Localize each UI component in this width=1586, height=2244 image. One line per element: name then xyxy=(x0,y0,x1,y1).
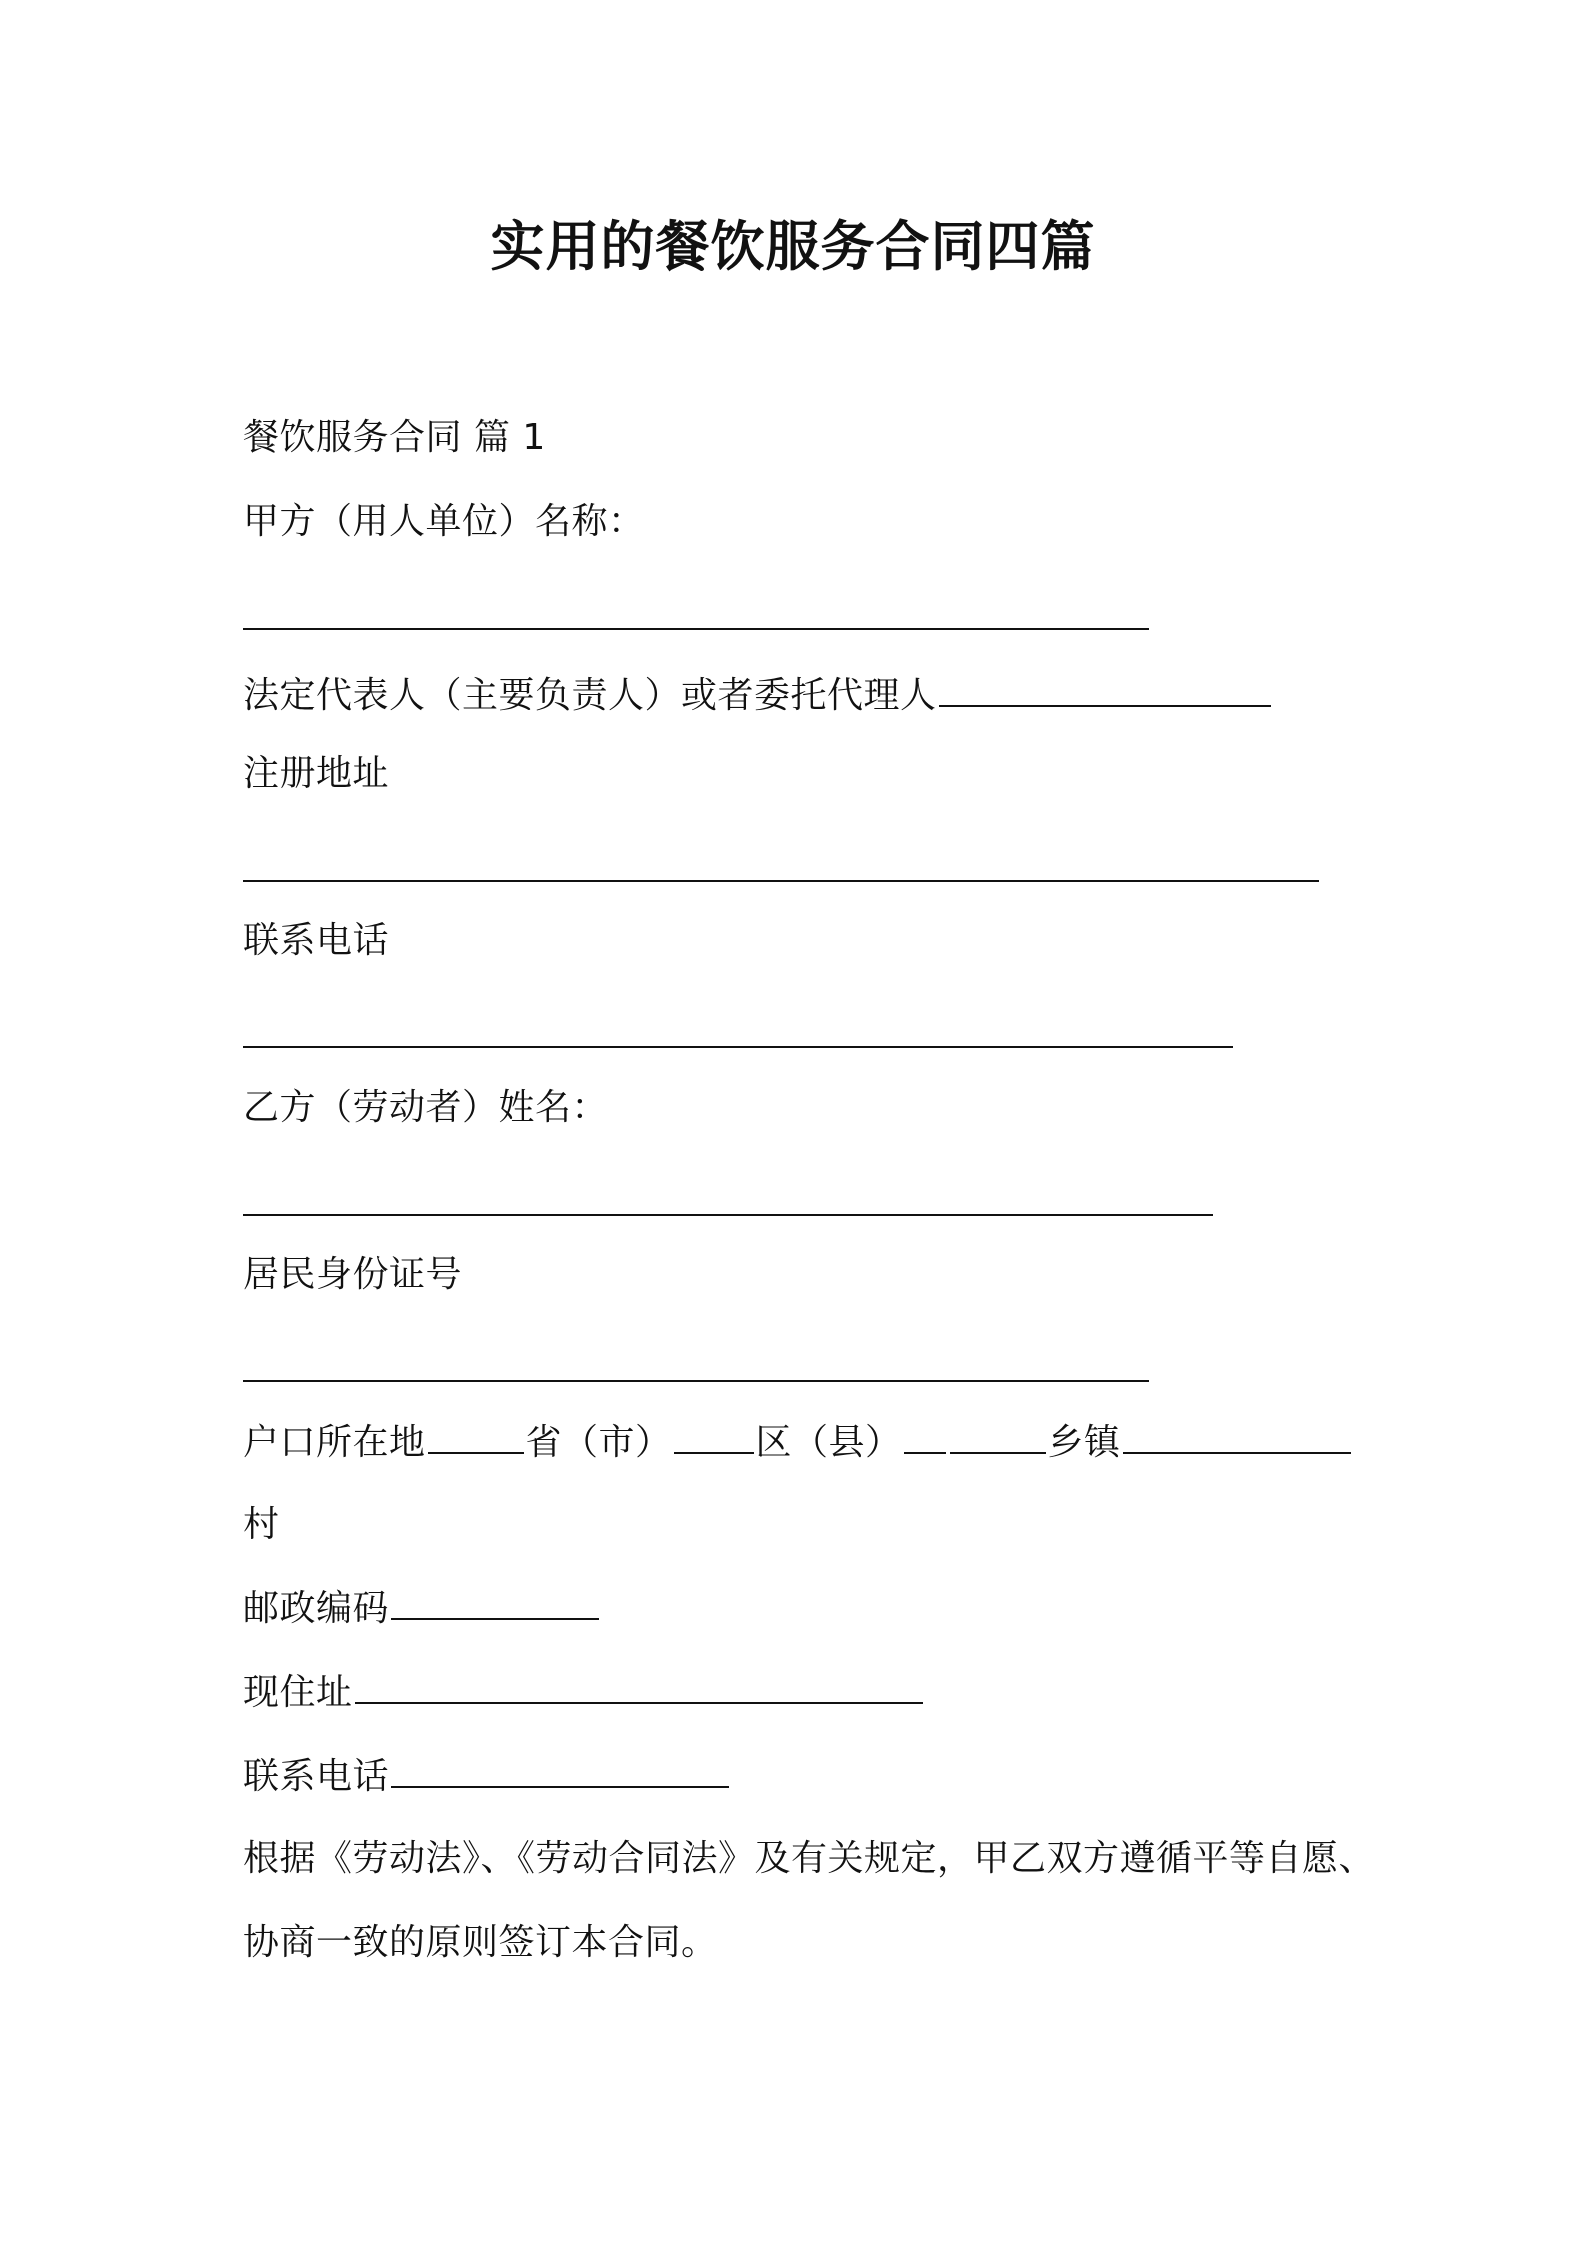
household-province-label: 省（市） xyxy=(525,1422,672,1463)
household-prefix: 户口所在地 xyxy=(243,1422,426,1463)
household-village-label: 村 xyxy=(243,1504,280,1545)
household-district-blank[interactable] xyxy=(674,1418,754,1454)
party-a-representative-row xyxy=(243,671,1273,720)
party-a-address-label: 注册地址 xyxy=(243,753,390,794)
preamble-line-1: 根据《劳动法》、《劳动合同法》及有关规定，甲乙双方遵循平等自愿、 xyxy=(243,1838,1376,1879)
household-province-blank[interactable] xyxy=(428,1418,524,1454)
party-a-phone-blank[interactable] xyxy=(243,1046,1233,1048)
document-title: 实用的餐饮服务合同四篇 xyxy=(490,215,1096,278)
party-b-phone-label: 联系电话 xyxy=(243,1756,390,1797)
party-b-id-blank[interactable] xyxy=(243,1380,1149,1382)
party-a-name-label: 甲方（用人单位）名称： xyxy=(243,501,645,542)
party-b-phone-blank[interactable] xyxy=(391,1752,729,1788)
party-b-phone-row xyxy=(243,1752,731,1801)
household-district-label: 区（县） xyxy=(755,1422,902,1463)
party-a-representative-blank[interactable] xyxy=(939,671,1271,707)
household-row xyxy=(243,1418,1353,1467)
current-address-blank[interactable] xyxy=(355,1668,923,1704)
party-a-phone-label: 联系电话 xyxy=(243,920,390,961)
current-address-row xyxy=(243,1668,925,1717)
section-heading: 餐饮服务合同 篇 1 xyxy=(243,417,546,458)
party-a-name-blank[interactable] xyxy=(243,628,1149,630)
party-a-representative-label: 法定代表人（主要负责人）或者委托代理人 xyxy=(243,675,937,716)
party-b-name-label: 乙方（劳动者）姓名： xyxy=(243,1087,609,1128)
household-district-blank-2[interactable] xyxy=(904,1418,946,1454)
household-township-blank[interactable] xyxy=(950,1418,1046,1454)
postcode-row xyxy=(243,1584,601,1633)
preamble-line-2: 协商一致的原则签订本合同。 xyxy=(243,1922,718,1963)
postcode-blank[interactable] xyxy=(391,1584,599,1620)
party-a-address-blank[interactable] xyxy=(243,880,1319,882)
household-township-label: 乡镇 xyxy=(1047,1422,1121,1463)
current-address-label: 现住址 xyxy=(243,1672,353,1713)
party-b-name-blank[interactable] xyxy=(243,1214,1213,1216)
party-b-id-label: 居民身份证号 xyxy=(243,1254,463,1295)
household-village-blank[interactable] xyxy=(1123,1418,1351,1454)
postcode-label: 邮政编码 xyxy=(243,1588,390,1629)
